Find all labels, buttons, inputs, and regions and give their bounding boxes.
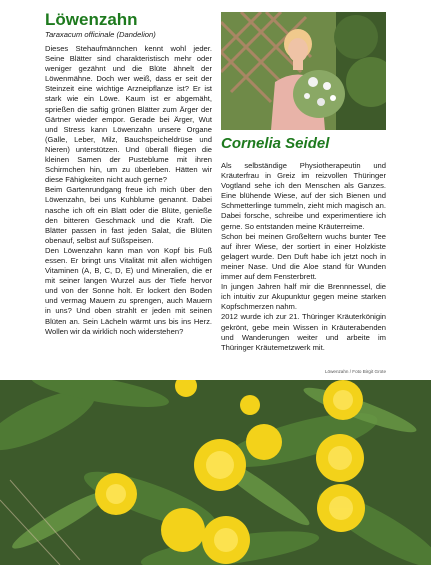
photo-caption: Löwenzahn / Foto Birgit Grote [324,369,386,374]
author-column [221,161,386,353]
author-paragraph: Schon bei meinen Großeltern wuchs bunter Tee auf ihrer Wiese, der sortiert in einer Holzkiste gelagert wurde. Den Duft habe ich jetzt noch in meiner Nase. Und die Aloe stand für Wunden immer auf dem Fensterbrett. [221,231,386,282]
article-paragraph: Den Löwenzahn kann man von Kopf bis Fuß essen. Er bringt uns Vitalität mit allen wichtigen Vitaminen (A, B, C, D, E) und Mineralien, die er mit seiner langen Wurzel aus der Tiefe hervor und von der Sonne holt. Er lockert den Boden und vermag Mauern zu sprengen, auch Mauern in uns? Und oben strahlt er jeden mit seinen Blüten an. Sein Lächeln wärmt uns bis ins Herz. Wollen wir da wirklich noch widerstehen? [45,245,212,336]
article-paragraph: Beim Gartenrundgang freue ich mich über den Löwenzahn, bei uns Kuhblume genannt. Dabei nasche ich oft ein Blatt oder die Blüte, genieße den bitteren Geschmack und die Kraft. Die Blätter passen in fast jeden Salat, die Blüten obenauf, selbst auf Süßspeisen. [45,185,212,245]
author-photo [221,12,386,130]
article-column [45,10,212,337]
article-title: Löwenzahn [45,10,138,29]
article-subtitle: Taraxacum officinale (Dandelion) [45,30,156,39]
author-photo-illustration [221,12,386,130]
author-paragraph: 2012 wurde ich zur 21. Thüringer Kräuterkönigin gekrönt, gebe mein Wissen in Kräuterabenden und Wanderungen weiter und arbeite im Thüringer Kräutemetzwerk mit. [221,312,386,352]
article-paragraph: Dieses Stehaufmännchen kennt wohl jeder. Seine Blätter sind charakteristisch mehr oder weniger gezähnt und die Blüte ähnelt der Löwenmähne. Doch wer weiß, dass er seit der Steinzeit eine wichtige Arzneipflanze ist? Er ist stark wie ein Löwe. Kaum ist er abgemäht, sprießen die saftig grünen Blätter zum Ärger der Gärtner wieder empor. Gerade bei Ärger, Wut und Stress kann Löwenzahn unsere Organe (Galle, Leber, Milz, Bauchspeicheldrüse und Nieren) unterstützen. Und überall fliegen die kleinen Samen der Pusteblume mit ihren Schirmchen hin, um zu überleben. Hätten wir diese Fähigkeiten nicht auch gerne? [45,44,212,185]
author-body [221,161,386,353]
dandelion-photo [0,380,431,565]
author-paragraph: Als selbständige Physiotherapeutin und Kräuterfrau in Greiz im reizvollen Thüringer Vogtland sehe ich den Menschen als Ganzes. Eine blühende Wiese, auf der sich Bienen und Schmetterlinge tummeln, zieht mich magisch an. Dabei forsche, schreibe und experimentiere ich gerne. So entstanden meine Kräuterreime. [221,161,386,231]
dandelion-photo-illustration [0,380,431,565]
article-body [45,44,212,337]
author-paragraph: In jungen Jahren half mir die Brennnessel, die ich intuitiv zur Akupunktur gegen meine starken Kopfschmerzen nahm. [221,282,386,312]
author-name: Cornelia Seidel [221,135,330,152]
